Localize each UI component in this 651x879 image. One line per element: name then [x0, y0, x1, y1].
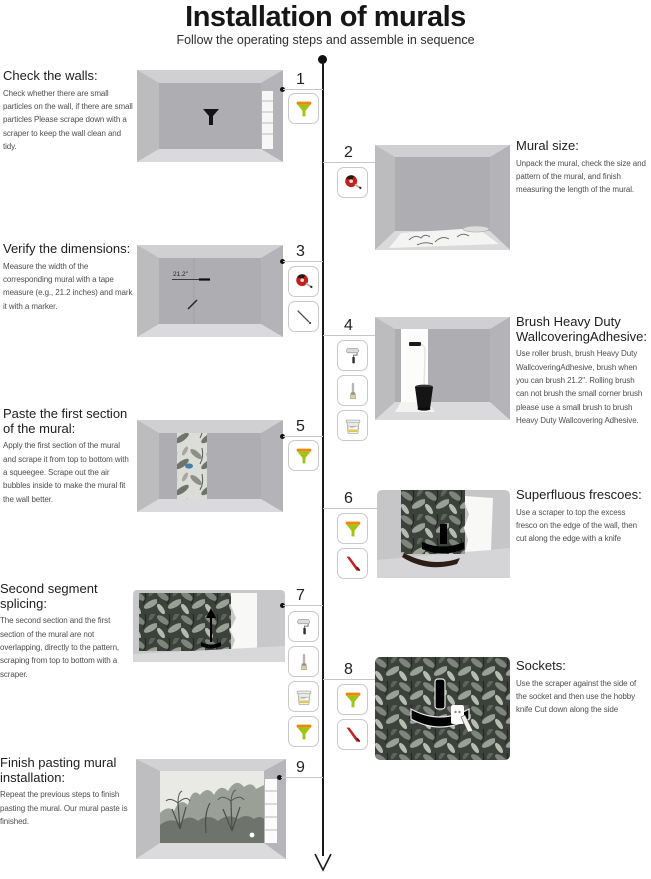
step-2-icons [337, 167, 368, 198]
step-2-text [516, 139, 648, 197]
step-6-body: Use a scraper to top the excess fresco on the edge of the wall, then cut along the edge with a knife [516, 507, 637, 544]
step-3-image [137, 245, 283, 337]
step-2-heading: Mural size: [516, 138, 579, 153]
step-1-text [3, 69, 134, 154]
adhesive-bucket-icon [337, 410, 368, 441]
step-7-text [0, 582, 133, 681]
step-5-text [3, 407, 134, 506]
small-brush-icon [337, 375, 368, 406]
step-7-connector [283, 605, 323, 606]
step-4-connector [323, 335, 375, 336]
step-6-image [377, 490, 510, 578]
step-4-image [375, 317, 510, 420]
step-2-body: Unpack the mural, check the size and pattern of the mural, and finish measuring the length of the mural. [516, 158, 646, 195]
tape-measure-icon [288, 266, 319, 297]
step-8-text [516, 659, 648, 717]
step-2-number: 2 [344, 144, 353, 161]
knife-icon [337, 719, 368, 750]
mural-section [401, 490, 465, 554]
step-8-heading: Sockets: [516, 658, 566, 673]
roller-on-wall [409, 342, 421, 346]
page-title: Installation of murals [185, 1, 466, 33]
step-1-image [137, 70, 283, 162]
squeegee-icon [288, 440, 319, 471]
step-4-body: Use roller brush, brush Heavy Duty WallcoveringAdhesive, brush when you can brush 21.2". Rolling brush can not brush the small corner brush please use a small brush to brush Heavy Duty Wallcovering Adhesive. [516, 349, 643, 426]
step-9-body: Repeat the previous steps to finish pasting the mural. Our mural paste is finished. [0, 790, 128, 826]
step-3-body: Measure the width of the corresponding mural with a tape measure (e.g., 21.2 inches) and mark it with a marker. [3, 261, 133, 311]
step-3-number: 3 [296, 243, 305, 260]
marker-icon [288, 301, 319, 332]
roller-brush-icon [337, 340, 368, 371]
step-4-number: 4 [344, 317, 353, 334]
step-6-icons [337, 513, 368, 579]
step-6-text [516, 488, 648, 546]
step-8-icons [337, 684, 368, 750]
small-brush-icon [288, 646, 319, 677]
step-6-heading: Superfluous frescoes: [516, 487, 642, 502]
step-1-body: Check whether there are small particles on the wall, if there are small particles Please scrape down with a scraper to keep the wall clean and tidy. [3, 88, 133, 152]
step-8-connector [323, 679, 375, 680]
measurement-label: 21.2" [173, 271, 188, 278]
step-9-number: 9 [296, 759, 305, 776]
step-9-image [136, 759, 286, 859]
step-5-connector [283, 436, 323, 437]
mural-sections [139, 593, 231, 651]
step-9-connector [281, 777, 323, 778]
squeegee-icon [288, 716, 319, 747]
step-9-heading: Finish pasting mural installation: [0, 755, 117, 785]
knife-icon [337, 548, 368, 579]
step-4-text [516, 315, 648, 428]
step-5-icons [288, 440, 319, 471]
squeegee-icon [337, 684, 368, 715]
step-7-number: 7 [296, 587, 305, 604]
timeline-arrow-icon [312, 850, 334, 874]
page-subtitle: Follow the operating steps and assemble in sequence [176, 33, 475, 47]
step-4-icons [337, 340, 368, 441]
tape-measure-icon [337, 167, 368, 198]
step-1-connector [283, 89, 323, 90]
step-7-body: The second section and the first section of the mural are not overlapping, directly to the pattern, scraping from top to bottom with a scraper. [0, 616, 120, 679]
step-6-number: 6 [344, 490, 353, 507]
timeline-line [322, 62, 324, 856]
roller-brush-icon [288, 611, 319, 642]
step-7-image [133, 590, 285, 662]
step-8-number: 8 [344, 661, 353, 678]
step-7-heading: Second segment splicing: [0, 581, 98, 611]
step-9-text [0, 756, 131, 828]
step-5-heading: Paste the first section of the mural: [3, 406, 128, 436]
step-2-image [375, 145, 510, 250]
white-strip [464, 496, 493, 552]
step-5-body: Apply the first section of the mural and scrape it from top to bottom with a squeegee. Scrape out the air bubbles inside to make the mural fit the wall better. [3, 441, 129, 504]
step-7-icons [288, 611, 319, 747]
socket-cutout [451, 705, 464, 724]
step-3-heading: Verify the dimensions: [3, 241, 131, 256]
step-1-heading: Check the walls: [3, 68, 98, 83]
adhesive-bucket-icon [288, 681, 319, 712]
adhesive-bucket [415, 387, 433, 409]
blue-bird-detail [185, 463, 193, 468]
step-5-number: 5 [296, 418, 305, 435]
step-2-connector [323, 162, 375, 163]
step-1-icons [288, 93, 319, 124]
step-5-image [137, 420, 283, 512]
step-4-heading: Brush Heavy Duty WallcoveringAdhesive: [516, 314, 648, 344]
step-8-image [375, 657, 510, 760]
step-3-connector [283, 261, 323, 262]
squeegee-icon [288, 93, 319, 124]
step-8-body: Use the scraper against the side of the socket and then use the hobby knife Cut down along the side [516, 678, 637, 715]
step-3-text [3, 242, 134, 313]
step-1-number: 1 [296, 71, 305, 88]
step-6-connector [323, 508, 377, 509]
step-3-icons [288, 266, 319, 332]
squeegee-icon [337, 513, 368, 544]
